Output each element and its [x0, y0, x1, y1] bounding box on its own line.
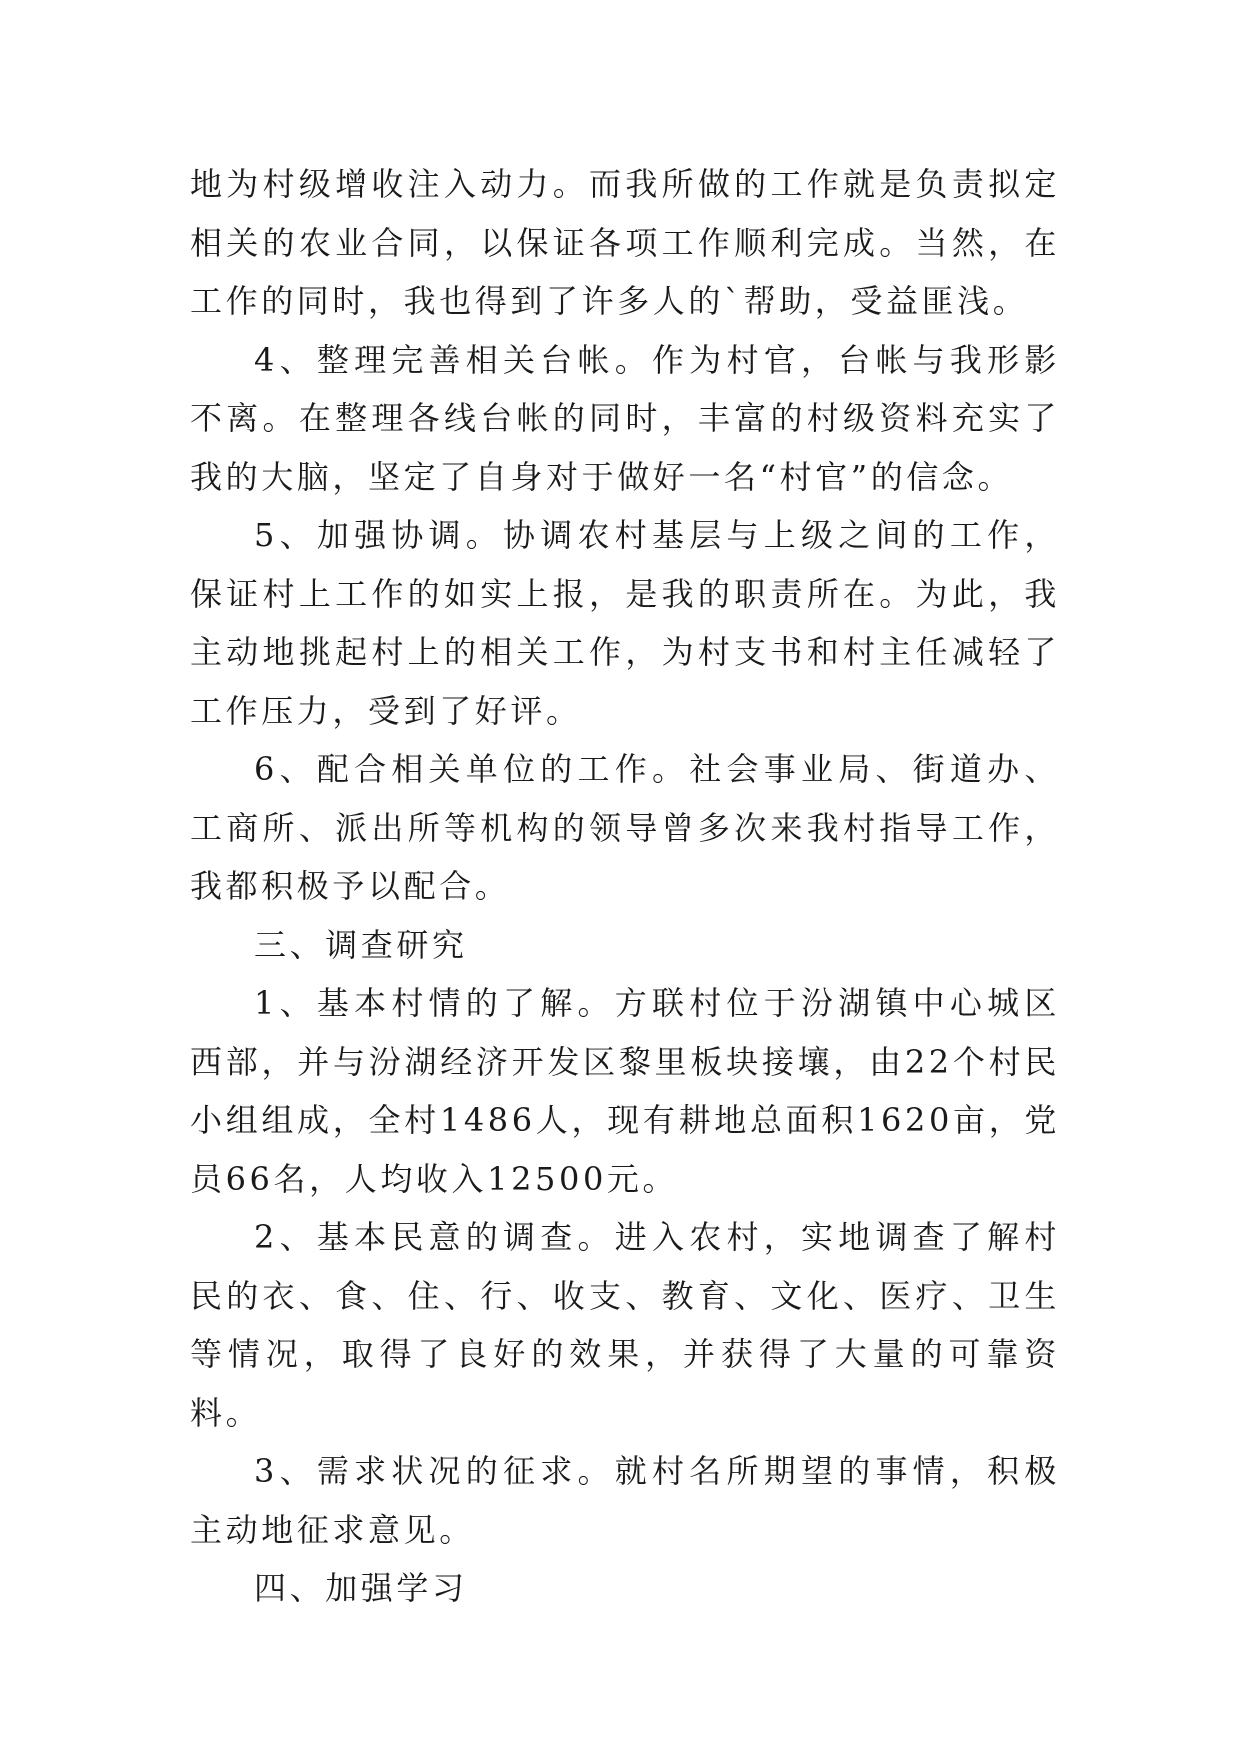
section-heading-4: 四、加强学习 [254, 1569, 468, 1607]
paragraph-item-4: 4、整理完善相关台帐。作为村官，台帐与我形影不离。在整理各线台帐的同时，丰富的村级资料充实了我的大脑，坚定了自身对于做好一名“村官”的信念。 [190, 340, 1060, 496]
document-body [190, 155, 1060, 1618]
section-heading-3: 三、调查研究 [254, 925, 468, 964]
paragraph-item-6: 6、配合相关单位的工作。社会事业局、街道办、工商所、派出所等机构的领导曾多次来我村指导工作，我都积极予以配合。 [190, 750, 1060, 905]
paragraph-survey-1: 1、基本村情的了解。方联村位于汾湖镇中心城区西部，并与汾湖经济开发区黎里板块接壤，由22个村民小组组成，全村1486人，现有耕地总面积1620亩，党员66名，人均收入12500元。 [190, 984, 1060, 1198]
paragraph-item-5: 5、加强协调。协调农村基层与上级之间的工作，保证村上工作的如实上报，是我的职责所在。为此，我主动地挑起村上的相关工作，为村支书和村主任减轻了工作压力，受到了好评。 [190, 516, 1060, 730]
paragraph-survey-3: 3、需求状况的征求。就村名所期望的事情，积极主动地征求意见。 [190, 1452, 1060, 1549]
paragraph-continuation: 地为村级增收注入动力。而我所做的工作就是负责拟定相关的农业合同，以保证各项工作顺利完成。当然，在工作的同时，我也得到了许多人的`帮助，受益匪浅。 [190, 165, 1060, 320]
paragraph-survey-2: 2、基本民意的调查。进入农村，实地调查了解村民的衣、食、住、行、收支、教育、文化、医疗、卫生等情况，取得了良好的效果，并获得了大量的可靠资料。 [190, 1218, 1060, 1432]
